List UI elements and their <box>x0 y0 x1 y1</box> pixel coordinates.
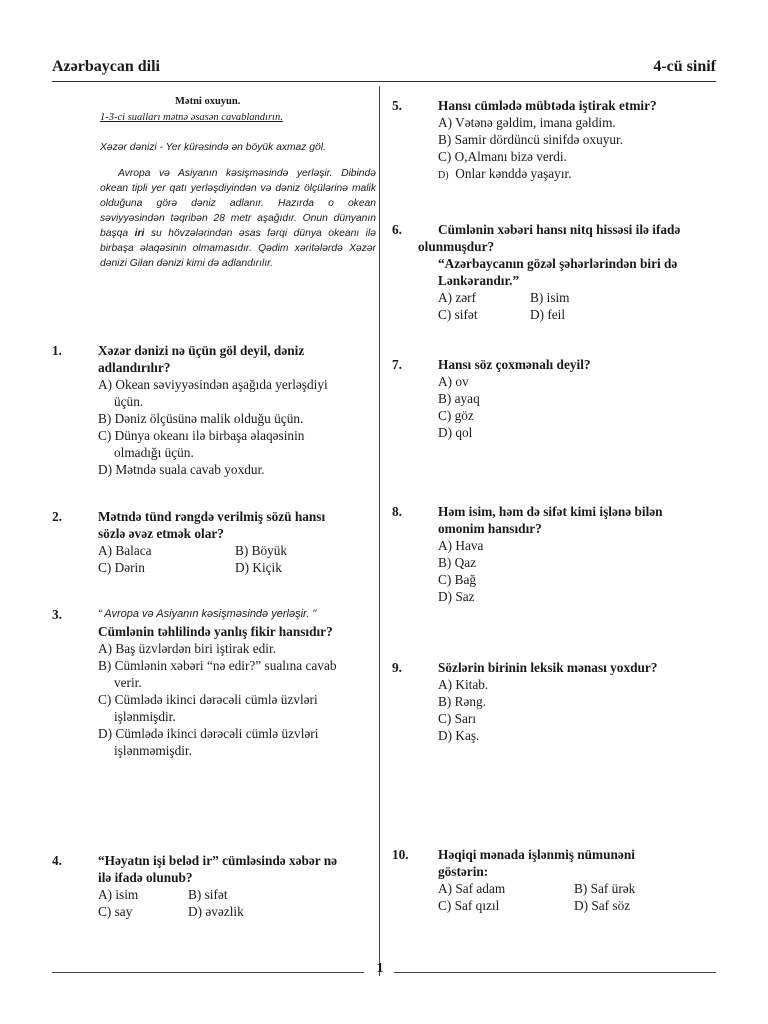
option-d: D) Kaş. <box>438 728 480 743</box>
question-number: 1. <box>52 343 62 358</box>
question-number: 7. <box>392 357 402 372</box>
question-body <box>438 846 635 914</box>
question-text: göstərin: <box>438 864 489 879</box>
question-text: Həqiqi mənada işlənmiş nümunəni <box>438 847 635 862</box>
question-body <box>98 342 328 478</box>
reading-instruction: 1-3-ci sualları mətnə əsasən cavablandırın. <box>100 112 283 123</box>
reading-title: Mətni oxuyun. <box>175 96 241 107</box>
option-d <box>438 165 657 184</box>
option-d: D) feil <box>530 307 566 322</box>
question-text: Mətndə tünd rəngdə verilmiş sözü hansı <box>98 509 326 524</box>
question-body <box>98 606 337 759</box>
passage-text-1: Avropa və Asiyanın kəsişməsində yerləşir. Dibində okean tipli yer qatı yerləşdiyindən və dəniz ölçülərinə malik olduğuna görə dəniz adlanır. Hazırda o okean səviyyəsindən təqribən 28 metr aşağıdır. Onun dünyanın başqa <box>100 168 376 239</box>
option-d: D) Cümlədə ikinci dərəcəli cümlə üzvləri <box>98 726 319 741</box>
question-number: 9. <box>392 660 402 675</box>
option-c: C) Sarı <box>438 711 477 726</box>
option-a: A) zərf <box>438 290 477 305</box>
option-a: A) Hava <box>438 538 484 553</box>
option-b: B) Dəniz ölçüsünə malik olduğu üçün. <box>98 411 304 426</box>
option-b: B) Samir dördüncü sinifdə oxuyur. <box>438 132 624 147</box>
option-c: C) say <box>98 904 133 919</box>
question-text: omonim hansıdır? <box>438 521 542 536</box>
option-c-cont: işlənmişdir. <box>114 709 176 724</box>
question-number: 6. <box>392 222 402 237</box>
question-text: Hansı söz çoxmənalı deyil? <box>438 357 591 372</box>
question-body-cont <box>418 238 718 323</box>
reading-passage <box>100 166 376 271</box>
question-number: 3. <box>52 607 62 622</box>
question-text: ilə ifadə olunub? <box>98 870 193 885</box>
option-c-cont: olmadığı üçün. <box>114 445 194 460</box>
option-a-cont: üçün. <box>114 394 144 409</box>
header-rule <box>52 81 716 82</box>
option-d-text: Onlar kənddə yaşayır. <box>455 166 572 181</box>
question-number: 4. <box>52 853 62 868</box>
option-a: A) Kitab. <box>438 677 489 692</box>
question-text: Xəzər dənizi nə üçün göl deyil, dəniz <box>98 343 305 358</box>
question-text: olunmuşdur? <box>418 239 495 254</box>
option-d-cont: işlənməmişdir. <box>114 743 192 758</box>
option-b: B) Böyük <box>235 543 288 558</box>
passage-text-2: su hövzələrindən əsas fərqi dünya okeanı ilə birbaşa əlaqəsinin olmamasıdır. Qədim xəritələrdə Xəzər dənizi Gilan dənizi kimi də adlandırılır. <box>100 228 376 269</box>
option-c: C) Cümlədə ikinci dərəcəli cümlə üzvləri <box>98 692 318 707</box>
footer-rule-left <box>52 972 364 973</box>
option-c: C) sifət <box>438 307 478 322</box>
option-c: C) Saf qızıl <box>438 898 500 913</box>
footer-rule-right <box>394 972 716 973</box>
option-c: C) Dərin <box>98 560 145 575</box>
option-a: A) Balaca <box>98 543 152 558</box>
option-a: A) Baş üzvlərdən biri iştirak edir. <box>98 641 276 656</box>
question-body <box>98 852 337 920</box>
option-c: C) Bağ <box>438 572 477 587</box>
question-number: 8. <box>392 504 402 519</box>
grade-label: 4-cü sinif <box>653 58 716 75</box>
option-d-letter: D) <box>438 170 449 181</box>
option-c: C) O,Almanı bizə verdi. <box>438 149 567 164</box>
question-text: Cümlənin xəbəri hansı nitq hissəsi ilə ifadə <box>438 222 681 237</box>
option-d: D) Saf söz <box>574 898 631 913</box>
quoted-sentence: Lənkərandır.” <box>438 273 520 288</box>
quoted-sentence: “ Avropa və Asiyanın kəsişməsində yerləşir. " <box>98 608 317 620</box>
question-body <box>438 659 657 744</box>
option-b: B) Cümlənin xəbəri “nə edir?” sualına cavab <box>98 658 337 673</box>
question-body <box>438 97 657 184</box>
question-body <box>438 221 680 238</box>
option-a: A) Okean səviyyəsindən aşağıda yerləşdiyi <box>98 377 328 392</box>
option-b-cont: verir. <box>114 675 142 690</box>
option-a: A) ov <box>438 374 469 389</box>
option-b: B) ayaq <box>438 391 480 406</box>
option-b: B) Rəng. <box>438 694 487 709</box>
question-number: 2. <box>52 509 62 524</box>
option-a: A) Vətənə gəldim, imana gəldim. <box>438 115 616 130</box>
page-number: 1 <box>376 961 384 976</box>
question-number: 10. <box>392 847 409 862</box>
question-text: Həm isim, həm də sifət kimi işlənə bilən <box>438 504 663 519</box>
passage-heading: Xəzər dənizi - Yer kürəsində ən böyük axmaz göl. <box>100 142 326 153</box>
option-d: D) əvəzlik <box>188 904 244 919</box>
option-c: C) Dünya okeanı ilə birbaşa əlaqəsinin <box>98 428 305 443</box>
option-d: D) qol <box>438 425 473 440</box>
subject-title: Azərbaycan dili <box>52 58 160 75</box>
option-b: B) isim <box>530 290 570 305</box>
option-b: B) sifət <box>188 887 228 902</box>
option-a: A) Saf adam <box>438 881 506 896</box>
question-text: Hansı cümlədə mübtəda iştirak etmir? <box>438 98 657 113</box>
option-c: C) göz <box>438 408 474 423</box>
question-text: sözlə əvəz etmək olar? <box>98 526 224 541</box>
option-a: A) isim <box>98 887 139 902</box>
question-body <box>438 503 663 605</box>
option-d: D) Saz <box>438 589 475 604</box>
quoted-sentence: “Azərbaycanın gözəl şəhərlərindən biri də <box>438 256 678 271</box>
question-body <box>438 356 591 441</box>
question-text: Cümlənin təhlilində yanlış fikir hansıdır? <box>98 624 333 639</box>
option-b: B) Qaz <box>438 555 477 570</box>
question-text: adlandırılır? <box>98 360 171 375</box>
option-d: D) Kiçik <box>235 560 282 575</box>
question-number: 5. <box>392 98 402 113</box>
option-d: D) Mətndə suala cavab yoxdur. <box>98 462 265 477</box>
option-b: B) Saf ürək <box>574 881 636 896</box>
question-text: “Həyatın işi beləd ir” cümləsində xəbər nə <box>98 853 338 868</box>
question-text: Sözlərin birinin leksik mənası yoxdur? <box>438 660 658 675</box>
passage-bold-word: iri <box>134 228 145 239</box>
column-divider <box>379 86 380 976</box>
question-body <box>98 508 325 576</box>
